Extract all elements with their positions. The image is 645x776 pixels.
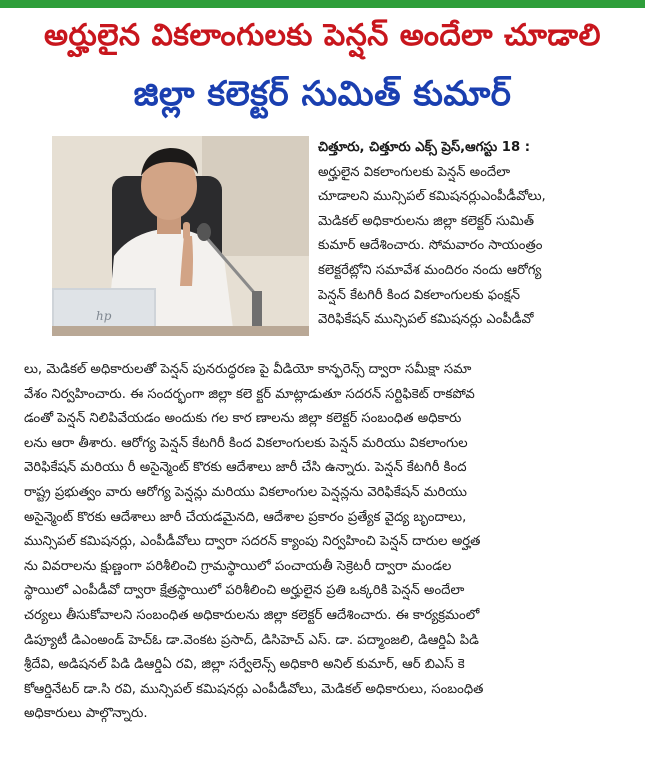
collector-photo xyxy=(52,136,309,336)
article-line: అసైన్మెంట్ కొరకు ఆదేశాలు జారీ చేయడమైనది, ఆదేశాల ప్రకారం ప్రత్యేక వైద్య బృందాలు, xyxy=(24,509,467,525)
article-line: చూడాలని మున్సిపల్ కమిషనర్లుఎంపీడీవోలు, xyxy=(318,189,546,205)
article-line: మున్సిపల్ కమిషనర్లు, ఎంపీడీవోలు ద్వారా సదరన్ క్యాంపు నిర్వహించి పెన్షన్ దారుల అర్హత xyxy=(24,534,481,550)
article-line: వెరిఫికేషన్ మరియు రీ అసైన్మెంట్ కొరకు ఆదేశాలు జారీ చేసి ఉన్నారు. పెన్షన్ కేటగిరీ కింద xyxy=(24,460,467,476)
article-body xyxy=(24,358,633,727)
laptop-logo: hp xyxy=(96,309,112,323)
article-top xyxy=(318,136,633,333)
article-line: అర్హులైన వికలాంగులకు పెన్షన్ అందేలా xyxy=(318,164,511,180)
top-rule xyxy=(0,0,645,8)
headline-primary: అర్హులైన వికలాంగులకు పెన్షన్ అందేలా చూడాలి xyxy=(44,18,601,53)
article-line: స్థాయిలో ఎంపీడీవో ద్వారా క్షేత్రస్థాయిలో పరిశీలించి అర్హులైన ప్రతి ఒక్కరికి పెన్షన్ అందేలా xyxy=(24,583,465,599)
article-line: శ్రీదేవి, అడిషనల్ పిడి డిఆర్డిఏ రవి, జిల్లా సర్వేలెన్స్ అధికారి అనిల్ కుమార్, ఆర్ బిఎస్ కె xyxy=(24,657,465,673)
article-line: లు, మెడికల్ అధికారులతో పెన్షన్ పునరుద్ధరణ పై వీడియో కాన్ఫరెన్స్ ద్వారా సమీక్షా సమా xyxy=(24,362,472,377)
article-line: కోఆర్డినేటర్ డా.సి రవి, మున్సిపల్ కమిషనర్లు ఎంపీడీవోలు, మెడికల్ అధికారులు, సంబంధిత xyxy=(24,681,484,697)
article-line: ను వివరాలను క్షుణ్ణంగా పరిశీలించి గ్రామస్థాయిలో పంచాయతీ సెక్రెటరీ ద్వారా మండల xyxy=(24,558,452,574)
article-line: చర్యలు తీసుకోవాలని సంబంధిత అధికారులను జిల్లా కలెక్టర్ ఆదేశించారు. ఈ కార్యక్రమంలో xyxy=(24,607,480,623)
article-line: పెన్షన్ కేటగిరీ కింద వికలాంగులకు ఫంక్షన్ xyxy=(318,287,520,303)
headline-secondary: జిల్లా కలెక్టర్ సుమిత్ కుమార్ xyxy=(133,74,512,114)
article-line: అధికారులు పాల్గొన్నారు. xyxy=(24,706,148,722)
article-line: కలెక్టరేట్లోని సమావేశ మందిరం నందు ఆరోగ్య xyxy=(318,262,542,278)
article-line: డిప్యూటీ డిఎంఅండ్ హెచ్ఓ డా.వెంకట ప్రసాద్, డిసిహెచ్ ఎస్. డా. పద్మాంజలి, డిఆర్డిఏ పిడి xyxy=(24,632,479,648)
article-line: రాష్ట్ర ప్రభుత్వం వారు ఆరోగ్య పెన్షన్లు మరియు వికలాంగుల పెన్షన్లను వెరిఫికేషన్ మరియు xyxy=(24,484,467,500)
article-line: వేశం నిర్వహించారు. ఈ సందర్భంగా జిల్లా కలె క్టర్ మాట్లాడుతూ సదరన్ సర్టిఫికెట్ రాకపోవ xyxy=(24,386,475,402)
article-line: లను ఆరా తీశారు. ఆరోగ్య పెన్షన్ కేటగిరీ కింద వికలాంగులకు పెన్షన్ మరియు వికలాంగుల xyxy=(24,435,468,451)
article-line: మెడికల్ అధికారులను జిల్లా కలెక్టర్ సుమిత్ xyxy=(318,213,534,229)
article-line: డంతో పెన్షన్ నిలిపివేయడం అందుకు గల కార ణాలను జిల్లా కలెక్టర్ సంబంధిత అధికారు xyxy=(24,411,462,427)
article-line: వెరిఫికేషన్ మున్సిపల్ కమిషనర్లు ఎంపీడీవో xyxy=(318,312,534,328)
article-line: కుమార్ ఆదేశించారు. సోమవారం సాయంత్రం xyxy=(318,238,543,254)
dateline: చిత్తూరు, చిత్తూరు ఎక్స్ ప్రెస్,ఆగస్టు 18 : xyxy=(318,140,530,155)
